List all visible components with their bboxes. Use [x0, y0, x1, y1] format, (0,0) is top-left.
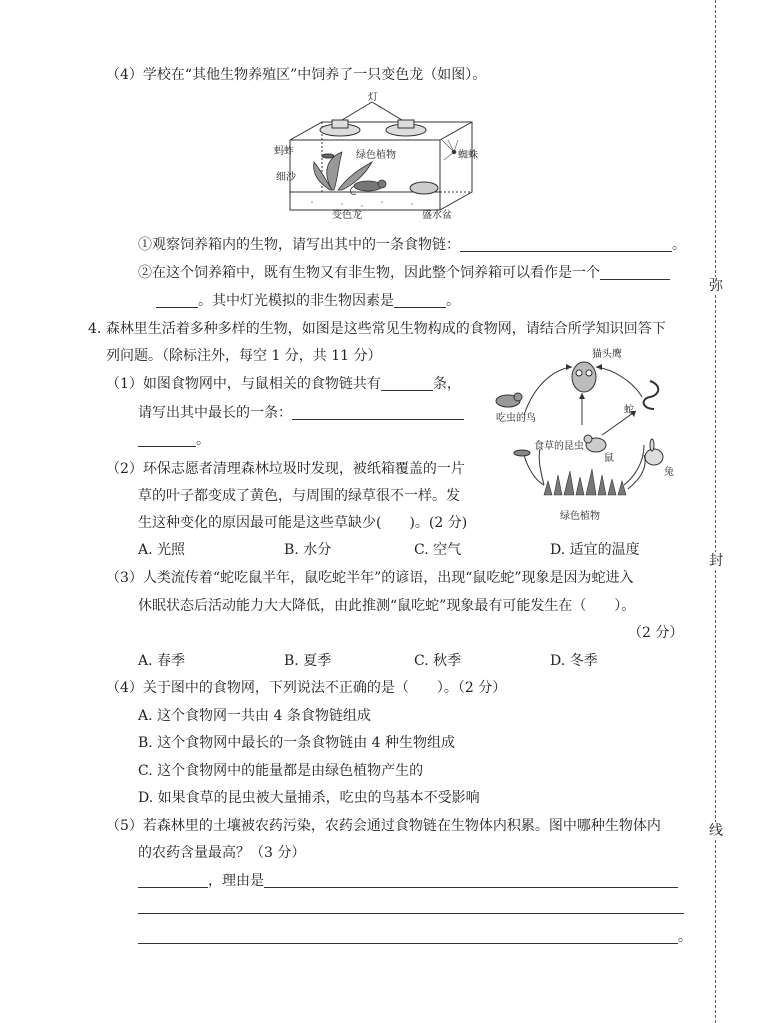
q4-p3-option-a[interactable]: A. 春季	[138, 653, 186, 669]
label-mouse: 鼠	[604, 453, 614, 464]
label-insect: 食草的昆虫	[534, 441, 584, 452]
q4-p2-option-a[interactable]: A. 光照	[138, 542, 186, 558]
q4-sub4-item1: ①观察饲养箱内的生物，请写出其中的一条食物链： 。	[138, 237, 686, 253]
q4-p4-option-c[interactable]: C. 这个食物网中的能量都是由绿色植物产生的	[138, 763, 424, 779]
food-web-figure	[484, 345, 684, 525]
q4-p5-line1: （5）若森林里的土壤被农药污染，农药会通过食物链在生物体内积累。图中哪种生物体内	[106, 818, 661, 834]
snake-icon	[644, 381, 659, 409]
q4-p5-line5: 。	[138, 928, 692, 946]
label-snake: 蛇	[624, 405, 634, 416]
q4-p2-line1: （2）环保志愿者清理森林垃圾时发现，被纸箱覆盖的一片	[106, 461, 465, 477]
q4-p3-option-b[interactable]: B. 夏季	[284, 653, 332, 669]
margin-char-mi: 弥	[709, 278, 723, 294]
q4-p4-option-b[interactable]: B. 这个食物网中最长的一条食物链由 4 种生物组成	[138, 735, 455, 751]
q4-p3-line1: （3）人类流传着“蛇吃鼠半年，鼠吃蛇半年”的谚语，出现“鼠吃蛇”现象是因为蛇进入	[106, 570, 634, 586]
answer-blank[interactable]	[156, 293, 198, 308]
bird-icon	[496, 393, 522, 407]
answer-blank[interactable]	[381, 376, 433, 391]
q4-p2-line3: 生这种变化的原因最可能是这些草缺少( )。(2 分)	[138, 515, 468, 531]
spider-icon	[442, 140, 458, 160]
label-water-dish: 盛水盆	[422, 210, 452, 221]
q4-p3-option-c[interactable]: C. 秋季	[414, 653, 462, 669]
rabbit-icon	[645, 439, 663, 465]
label-plant: 绿色植物	[356, 150, 396, 161]
q4-p2-option-b[interactable]: B. 水分	[284, 542, 332, 558]
label-sand: 细沙	[276, 172, 296, 183]
label-spider: 蜘蛛	[458, 150, 478, 161]
label-grasshopper: 蚂蚱	[274, 146, 294, 157]
binding-line	[715, 0, 716, 1023]
answer-blank[interactable]	[138, 929, 678, 944]
q4-p2-option-c[interactable]: C. 空气	[414, 542, 462, 558]
q4-p5-line2: 的农药含量最高？（3 分）	[138, 845, 306, 861]
mouse-icon	[584, 435, 606, 452]
answer-blank[interactable]	[138, 432, 196, 447]
terrarium-figure	[272, 92, 492, 222]
q4-sub4-stem: （4）学校在“其他生物养殖区”中饲养了一只变色龙（如图）。	[106, 67, 487, 83]
insect-icon	[514, 450, 530, 456]
label-owl: 猫头鹰	[592, 349, 622, 360]
q4-p3-option-d[interactable]: D. 冬季	[550, 653, 598, 669]
q4-p2-option-d[interactable]: D. 适宜的温度	[550, 542, 640, 558]
grass-icon	[544, 469, 626, 495]
answer-blank[interactable]	[394, 293, 446, 308]
q4-p1-line2: 请写出其中最长的一条：	[138, 404, 464, 422]
q4-p4-option-d[interactable]: D. 如果食草的昆虫被大量捕杀，吃虫的鸟基本不受影响	[138, 790, 480, 806]
label-bird: 吃虫的鸟	[496, 413, 536, 424]
q4-p3-score: （2 分）	[628, 625, 684, 641]
margin-char-feng: 封	[709, 553, 723, 569]
label-plants: 绿色植物	[560, 511, 600, 522]
q4-p2-line2: 草的叶子都变成了黄色，与周围的绿草很不一样。发	[138, 488, 460, 504]
q4-sub4-item2: ②在这个饲养箱中，既有生物又有非生物，因此整个饲养箱可以看作是一个	[138, 264, 670, 282]
label-lamp: 灯	[368, 92, 378, 103]
margin-char-xian: 线	[709, 823, 723, 839]
q4-stem-2: 列问题。（除标注外，每空 1 分，共 11 分）	[106, 348, 382, 364]
q4-p1-line1: （1）如图食物网中，与鼠相关的食物链共有 条，	[106, 376, 461, 392]
answer-blank[interactable]	[600, 265, 670, 280]
answer-blank[interactable]	[264, 873, 678, 888]
q4-p4-option-a[interactable]: A. 这个食物网一共由 4 条食物链组成	[138, 708, 371, 724]
answer-blank[interactable]	[460, 237, 672, 252]
q4-p5-line3: ，理由是	[138, 872, 678, 890]
q4-p4-stem: （4）关于图中的食物网，下列说法不正确的是（ ）。（2 分）	[106, 680, 507, 696]
label-rabbit: 兔	[664, 467, 674, 478]
q4-sub4-item2-cont: 。其中灯光模拟的非生物因素是 。	[156, 292, 460, 310]
q4-stem-1: 4. 森林里生活着多种多样的生物，如图是这些常见生物构成的食物网，请结合所学知识回答下	[88, 321, 666, 337]
q4-p3-line2: 休眠状态后活动能力大大降低，由此推测“鼠吃蛇”现象最有可能发生在（ ）。	[138, 598, 636, 614]
grasshopper-icon	[322, 154, 334, 158]
answer-blank[interactable]	[292, 405, 464, 420]
answer-line[interactable]	[138, 913, 684, 914]
answer-blank[interactable]	[138, 873, 208, 888]
water-dish-icon	[410, 182, 438, 194]
label-chameleon: 变色龙	[332, 210, 362, 221]
q4-p1-line3: 。	[138, 431, 210, 449]
owl-icon	[572, 362, 596, 392]
